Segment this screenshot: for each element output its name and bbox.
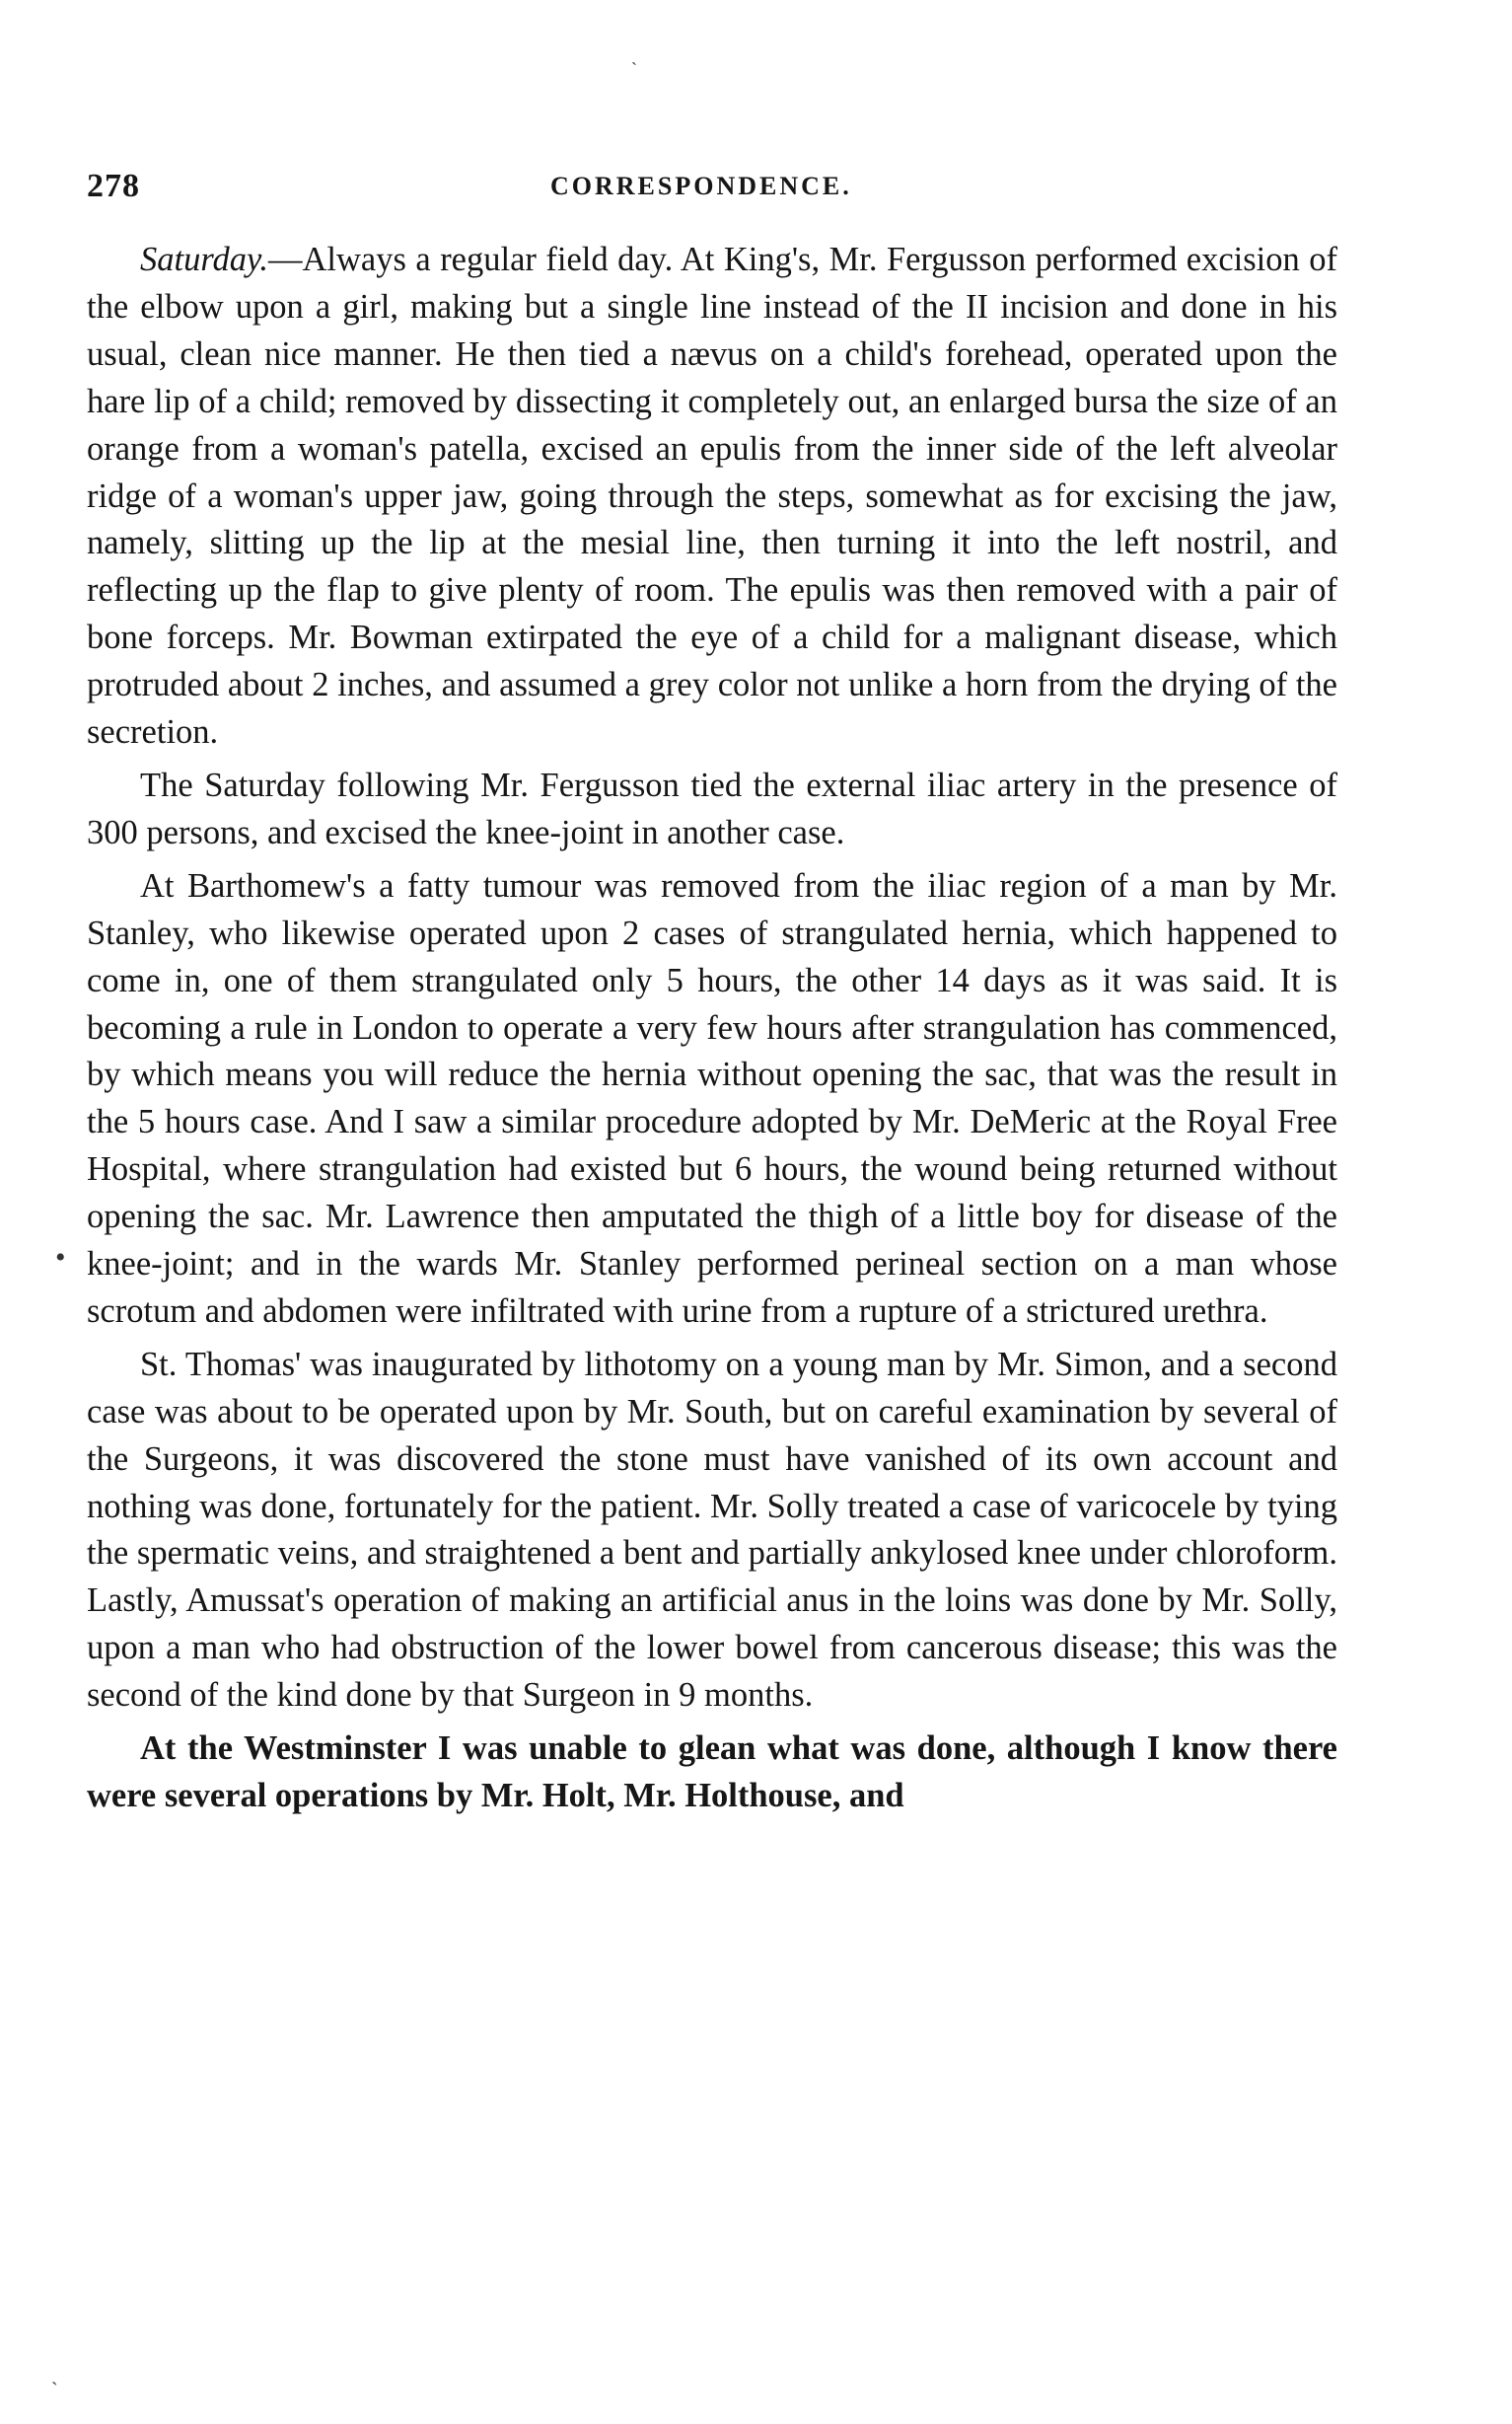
running-head: CORRESPONDENCE. bbox=[550, 172, 852, 200]
paragraph-text: At the Westminster I was unable to glean what was done, although I know there were several operations by Mr. Holt, Mr. Holthouse, and bbox=[87, 1729, 1337, 1814]
paragraph-lead: Saturday. bbox=[140, 241, 269, 278]
scan-speck: • bbox=[55, 1241, 66, 1274]
body-text bbox=[87, 237, 1337, 1826]
paragraph-text: At Barthomew's a fatty tumour was removed from the iliac region of a man by Mr. Stanley, who likewise operated upon 2 cases of strangulated hernia, which happened to come in, one of them strangulated only 5 hours, the other 14 days as it was said. It is becoming a rule in London to operate a very few hours after strangulation has commenced, by which means you will reduce the hernia without opening the sac, that was the result in the 5 hours case. And I saw a similar procedure adopted by Mr. DeMeric at the Royal Free Hospital, where strangulation had existed but 6 hours, the wound being returned without opening the sac. Mr. Lawrence then amputated the thigh of a little boy for disease of the knee-joint; and in the wards Mr. Stanley performed perineal section on a man whose scrotum and abdomen were infiltrated with urine from a rupture of a strictured urethra. bbox=[87, 866, 1337, 1330]
page-header bbox=[87, 168, 1330, 217]
scan-speck: ˏ bbox=[51, 2364, 58, 2386]
paragraph-saturday-following bbox=[87, 763, 1337, 857]
paragraph-text: The Saturday following Mr. Fergusson tied the external iliac artery in the presence of 300 persons, and excised the knee-joint in another case. bbox=[87, 766, 1337, 851]
paragraph-text: St. Thomas' was inaugurated by lithotomy on a young man by Mr. Simon, and a second case was about to be operated upon by Mr. South, but on careful examination by several of the Surgeons, it was discovered the stone must have vanished of its own account and nothing was done, fortunately for the patient. Mr. Solly treated a case of varicocele by tying the spermatic veins, and straightened a bent and partially ankylosed knee under chloroform. Lastly, Amussat's operation of making an artificial anus in the loins was done by Mr. Solly, upon a man who had obstruction of the lower bowel from cancerous disease; this was the second of the kind done by that Surgeon in 9 months. bbox=[87, 1345, 1337, 1715]
paragraph-bartholomews bbox=[87, 863, 1337, 1336]
page-number: 278 bbox=[87, 168, 140, 204]
paragraph-saturday-kings bbox=[87, 237, 1337, 757]
paragraph-westminster bbox=[87, 1726, 1337, 1820]
paragraph-text: —Always a regular field day. At King's, Mr. Fergusson performed excision of the elbow upon a girl, making but a single line instead of the II incision and done in his usual, clean nice manner. He then tied a nævus on a child's forehead, operated upon the hare lip of a child; removed by dissecting it completely out, an enlarged bursa the size of an orange from a woman's patella, excised an epulis from the inner side of the left alveolar ridge of a woman's upper jaw, going through the steps, somewhat as for excising the jaw, namely, slitting up the lip at the mesial line, then turning it into the left nostril, and reflecting up the flap to give plenty of room. The epulis was then removed with a pair of bone forceps. Mr. Bowman extirpated the eye of a child for a malignant disease, which protruded about 2 inches, and assumed a grey color not unlike a horn from the drying of the secretion. bbox=[87, 241, 1337, 752]
paragraph-st-thomas bbox=[87, 1342, 1337, 1720]
scan-speck: ˋ bbox=[631, 59, 637, 79]
